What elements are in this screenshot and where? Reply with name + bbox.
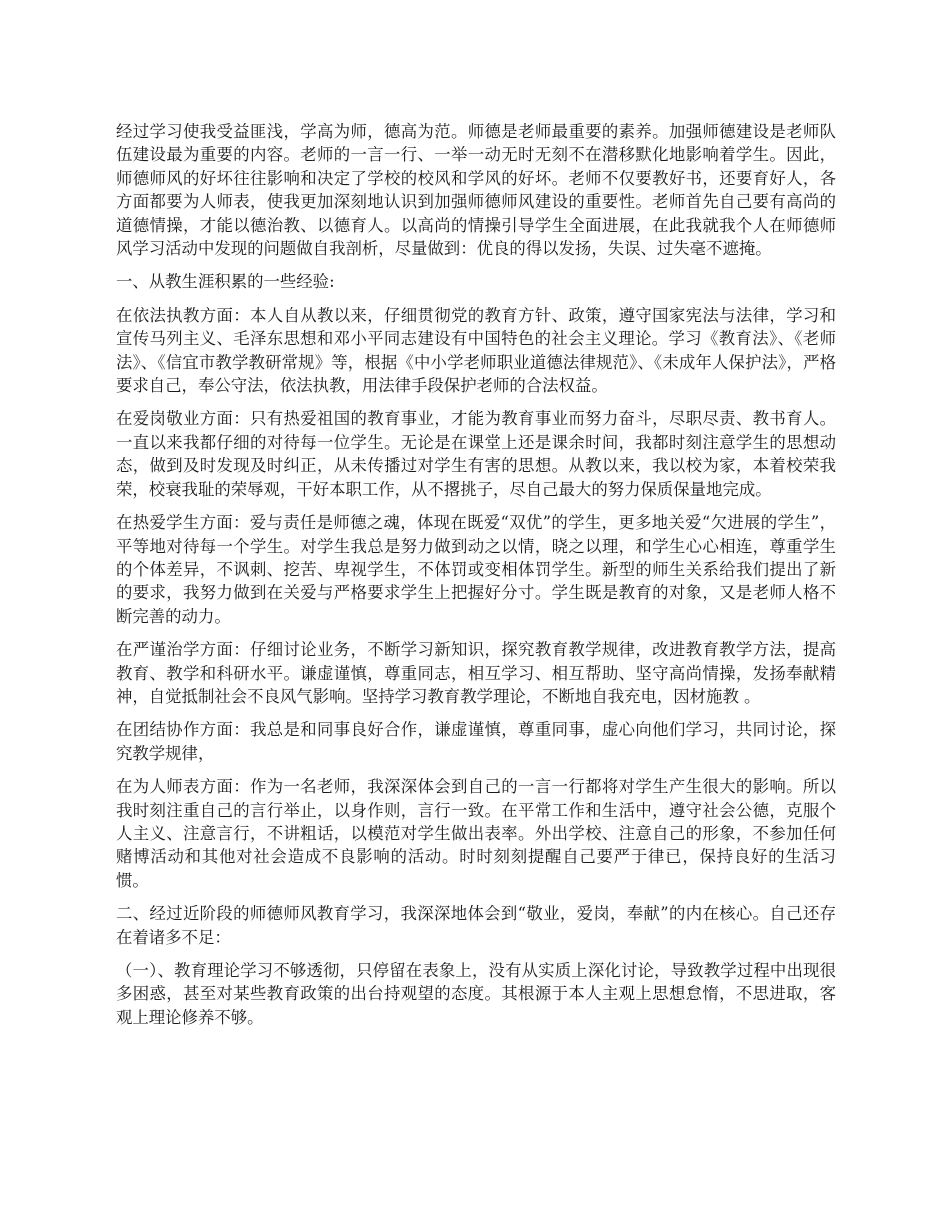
paragraph-teamwork: 在团结协作方面：我总是和同事良好合作，谦虚谨慎，尊重同事，虚心向他们学习，共同讨论，探究教学规律， bbox=[116, 720, 836, 763]
section-heading-shortcomings: 二、经过近阶段的师德师风教育学习，我深深地体会到“敬业，爱岗，奉献”的内在核心。自己还存在着诸多不足： bbox=[116, 904, 836, 947]
paragraph-rigorous-study: 在严谨治学方面：仔细讨论业务，不断学习新知识，探究教育教学规律，改进教育教学方法，提高教育、教学和科研水平。谦虚谨慎，尊重同志，相互学习、相互帮助、坚守高尚情操，发扬奉献精神，自觉抵制社会不良风气影响。坚持学习教育教学理论，不断地自我充电，因材施教 。 bbox=[116, 640, 836, 706]
paragraph-love-students: 在热爱学生方面：爱与责任是师德之魂，体现在既爱“双优”的学生，更多地关爱“欠进展的学生”，平等地对待每一个学生。对学生我总是努力做到动之以情，晓之以理，和学生心心相连，尊重学生的个体差异，不讽刺、挖苦、卑视学生，不体罚或变相体罚学生。新型的师生关系给我们提出了新的要求，我努力做到在关爱与严格要求学生上把握好分寸。学生既是教育的对象，又是老师人格不断完善的动力。 bbox=[116, 513, 836, 626]
paragraph-theory-study: （一）、教育理论学习不够透彻，只停留在表象上，没有从实质上深化讨论，导致教学过程中出现很多困惑，甚至对某些教育政策的出台持观望的态度。其根源于本人主观上思想怠惰，不思进取，客观上理论修养不够。 bbox=[116, 961, 836, 1027]
paragraph-dedication: 在爱岗敬业方面：只有热爱祖国的教育事业，才能为教育事业而努力奋斗，尽职尽责、教书育人。一直以来我都仔细的对待每一位学生。无论是在课堂上还是课余时间，我都时刻注意学生的思想动态，做到及时发现及时纠正，从未传播过对学生有害的思想。从教以来，我以校为家，本着校荣我荣，校衰我耻的荣辱观，干好本职工作，从不撂挑子，尽自己最大的努力保质保量地完成。 bbox=[116, 409, 836, 499]
document-body bbox=[116, 120, 836, 1039]
section-heading-experience: 一、从教生涯积累的一些经验: bbox=[116, 272, 335, 292]
paragraph-role-model: 在为人师表方面：作为一名老师，我深深体会到自己的一言一行都将对学生产生很大的影响。所以我时刻注重自己的言行举止，以身作则，言行一致。在平常工作和生活中，遵守社会公德，克服个人主义、注意言行，不讲粗话，以模范对学生做出表率。外出学校、注意自己的形象，不参加任何赌博活动和其他对社会造成不良影响的活动。时时刻刻提醒自己要严于律已，保持良好的生活习惯。 bbox=[116, 777, 836, 890]
paragraph-law-teaching: 在依法执教方面：本人自从教以来，仔细贯彻党的教育方针、政策，遵守国家宪法与法律，学习和宣传马列主义、毛泽东思想和邓小平同志建设有中国特色的社会主义理论。学习《教育法》、《老师法》、《信宜市教学教研常规》等，根据《中小学老师职业道德法律规范》、《未成年人保护法》，严格要求自己，奉公守法，依法执教，用法律手段保护老师的合法权益。 bbox=[116, 305, 836, 396]
intro-paragraph: 经过学习使我受益匪浅，学高为师，德高为范。师德是老师最重要的素养。加强师德建设是老师队伍建设最为重要的内容。老师的一言一行、一举一动无时无刻不在潜移默化地影响着学生。因此，师德师风的好坏往往影响和决定了学校的校风和学风的好坏。老师不仅要教好书，还要育好人，各方面都要为人师表，使我更加深刻地认识到加强师德师风建设的重要性。老师首先自己要有高尚的道德情操，才能以德治教、以德育人。以高尚的情操引导学生全面进展，在此我就我个人在师德师风学习活动中发现的问题做自我剖析，尽量做到：优良的得以发扬，失误、过失毫不遮掩。 bbox=[116, 122, 836, 259]
